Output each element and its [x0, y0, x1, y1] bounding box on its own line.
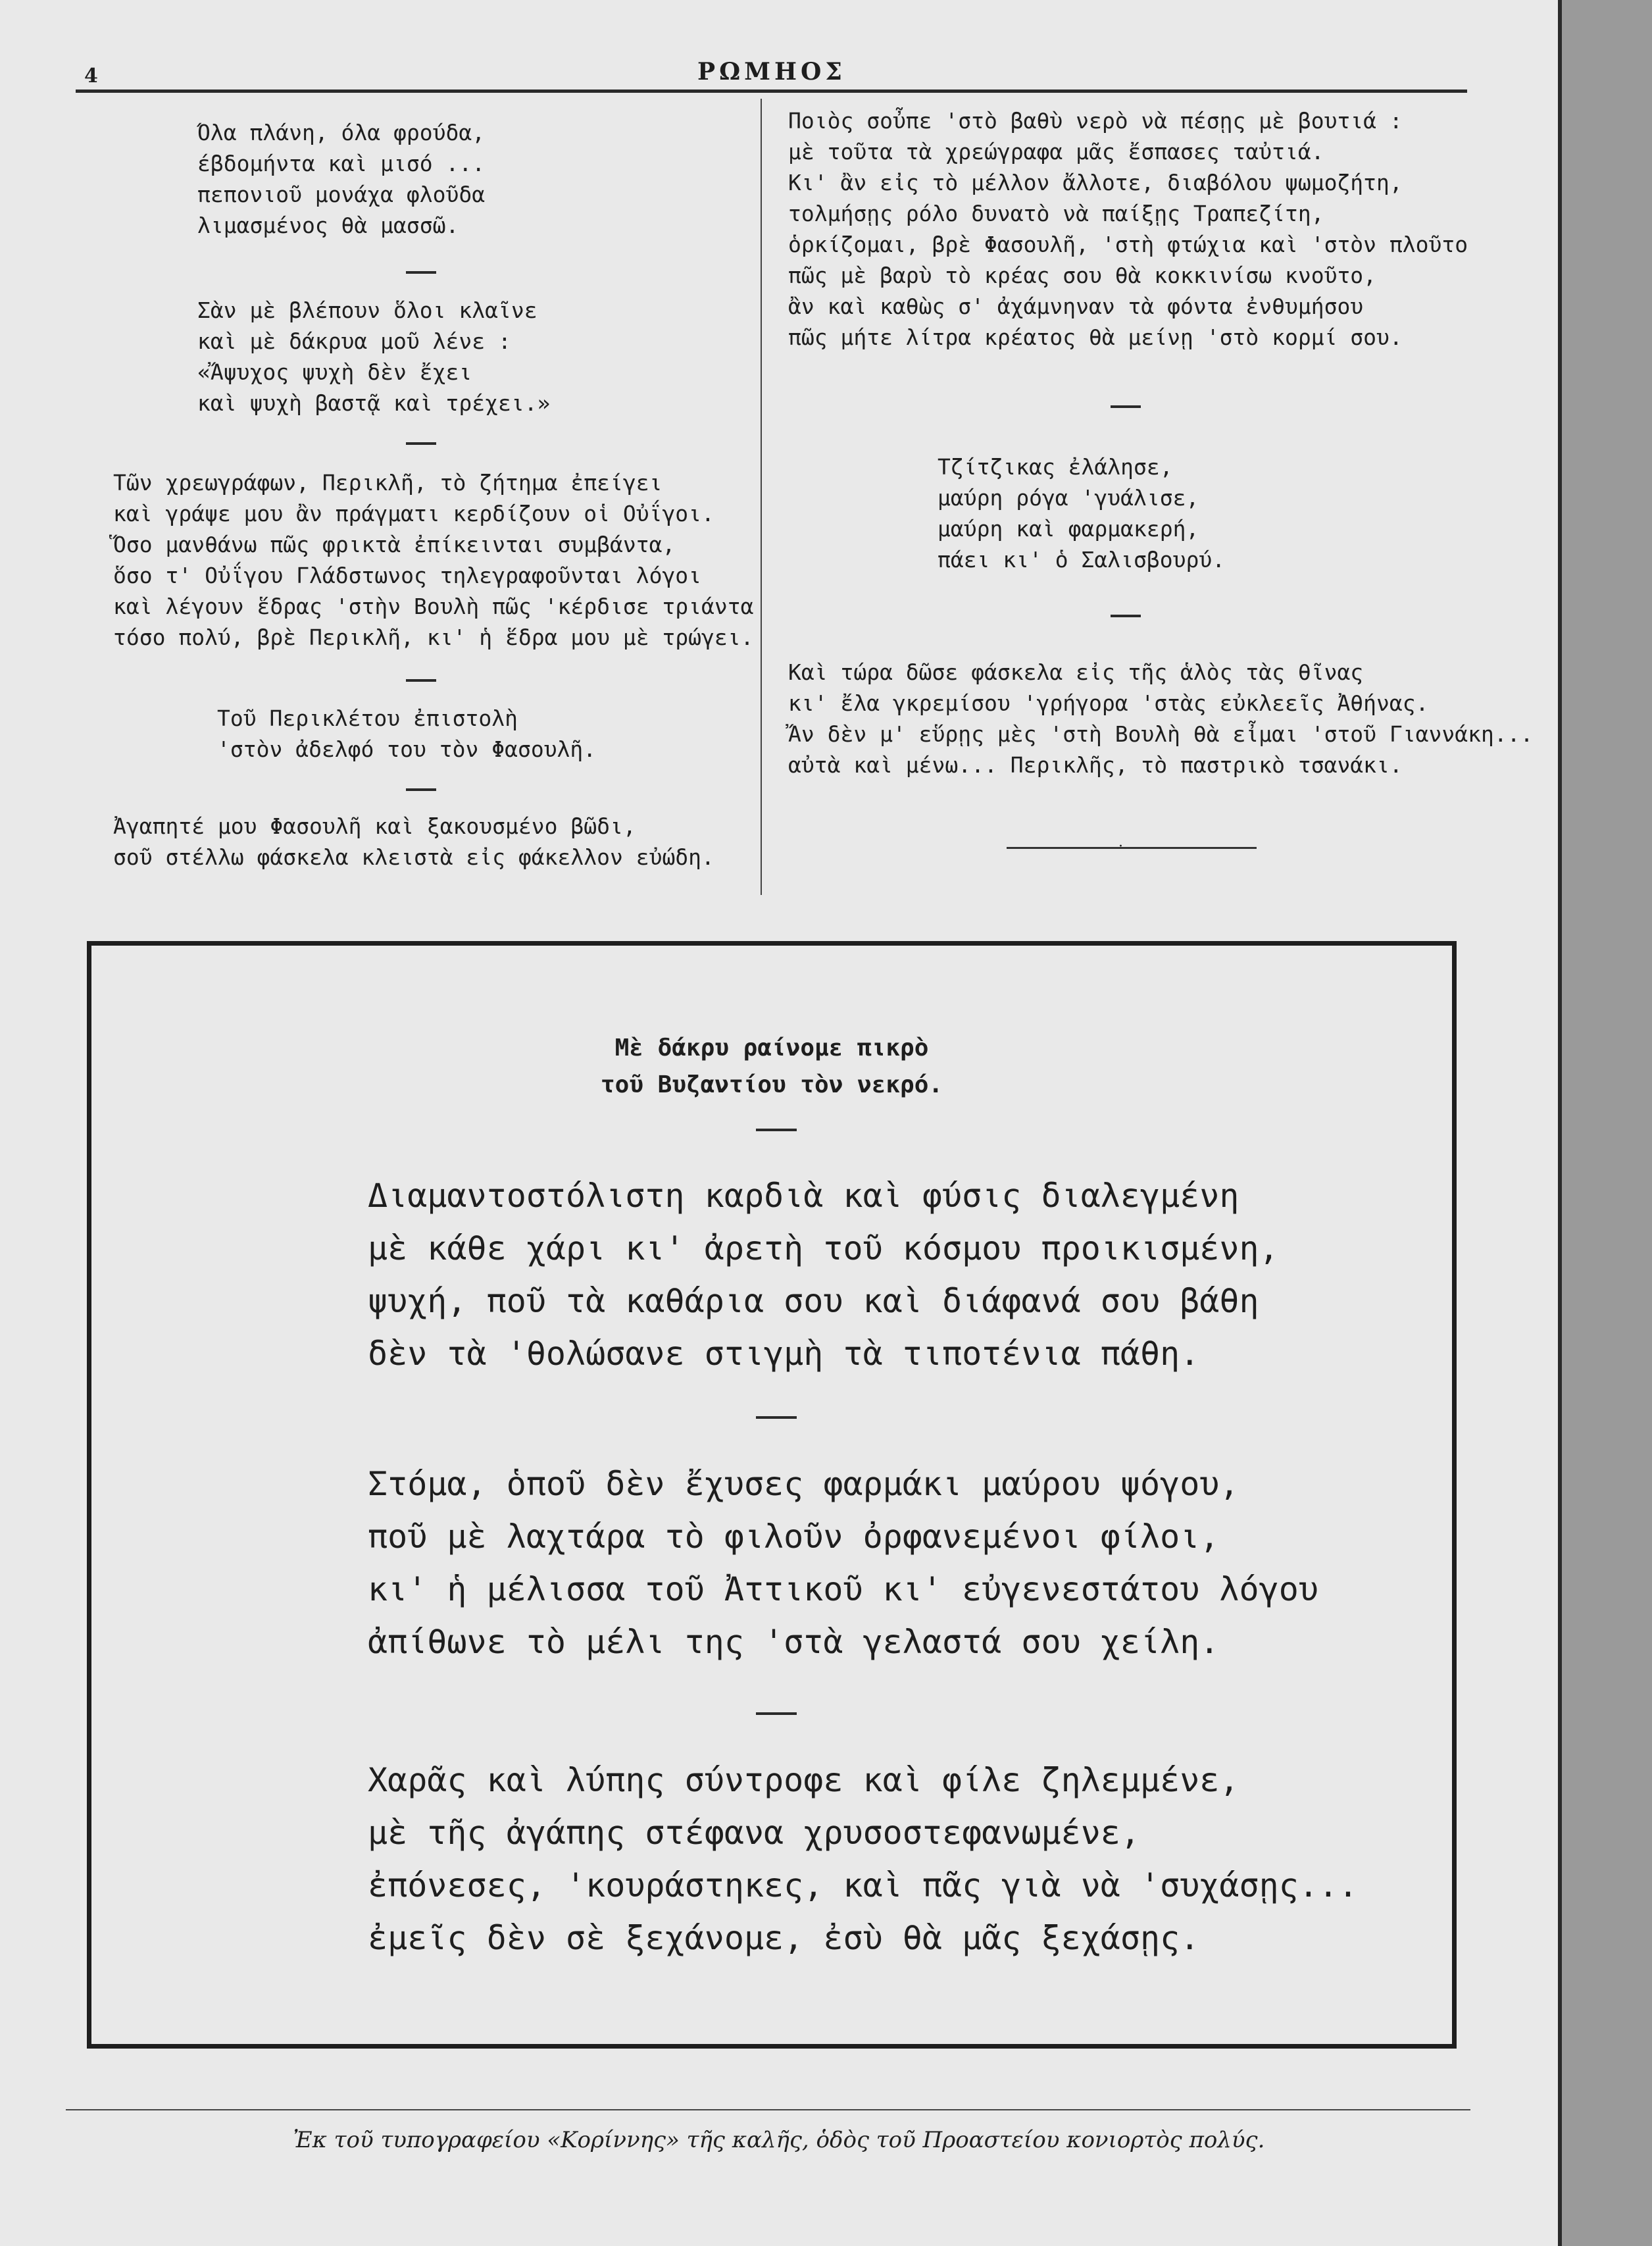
memorial-stanza-1: Διαμαντοστόλιστη καρδιὰ καὶ φύσις διαλεγμένη μὲ κάθε χάρι κι' ἀρετὴ τοῦ κόσμου προικισμένη, ψυχή, ποῦ τὰ καθάρια σου καὶ διάφανά σου βάθη δὲν τὰ 'θολώσανε στιγμὴ τὰ τιποτένια πάθη. — [368, 1177, 1279, 1373]
right-stanza-1: Ποιὸς σοὖπε 'στὸ βαθὺ νερὸ νὰ πέσῃς μὲ βουτιά : μὲ τοῦτα τὰ χρεώγραφα μᾶς ἔσπασες ταὐτιά. Κι' ἂν εἰς τὸ μέλλον ἄλλοτε, διαβόλου ψωμοζήτη, τολμήσῃς ρόλο δυνατὸ νὰ παίξῃς Τραπεζίτη, ὁρκίζομαι, βρὲ Φασουλῆ, 'στὴ φτώχια καὶ 'στὸν πλοῦτο πῶς μὲ βαρὺ τὸ κρέας σου θὰ κοκκινίσω κνοῦτο, ἂν καὶ καθὼς σ' ἀχάμνηναν τὰ φόντα ἐνθυμήσου πῶς μήτε λίτρα κρέατος θὰ μείνῃ 'στὸ κορμί σου. — [788, 108, 1468, 350]
left-stanza-3: Τῶν χρεωγράφων, Περικλῆ, τὸ ζήτημα ἐπείγει καὶ γράψε μου ἂν πράγματι κερδίζουν οἱ Οὐΐγοι. Ὅσο μανθάνω πῶς φρικτὰ ἐπίκεινται συμβάντα, ὅσο τ' Οὐΐγου Γλάδστωνος τηλεγραφοῦνται λόγοι καὶ λέγουν ἕδρας 'στὴν Βουλὴ πῶς 'κέρδισε τριάντα τόσο πολύ, βρὲ Περικλῆ, κι' ἡ ἕδρα μου μὲ τρώγει. — [113, 470, 754, 650]
printer-imprint: Ἐκ τοῦ τυπογραφείου «Κορίννης» τῆς καλῆς, ὁδὸς τοῦ Προαστείου κονιορτὸς πολύς. — [293, 2127, 1265, 2153]
separator-dash — [406, 788, 436, 791]
separator-dash — [406, 679, 436, 682]
adjacent-page-edge — [1558, 0, 1652, 2246]
left-stanza-2: Σὰν μὲ βλέπουν ὅλοι κλαῖνε καὶ μὲ δάκρυα μοῦ λένε : «Ἄψυχος ψυχὴ δὲν ἔχει καὶ ψυχὴ βαστᾷ καὶ τρέχει.» — [197, 297, 551, 416]
left-stanza-4: Ἀγαπητέ μου Φασουλῆ καὶ ξακουσμένο βῶδι, σοῦ στέλλω φάσκελα κλειστὰ εἰς φάκελλον εὐώδη. — [113, 813, 714, 870]
column-divider — [761, 99, 762, 895]
separator-dash — [1111, 405, 1141, 408]
end-ornament-rule — [1007, 847, 1257, 849]
memorial-stanza-2: Στόμα, ὁποῦ δὲν ἔχυσες φαρμάκι μαύρου ψόγου, ποῦ μὲ λαχτάρα τὸ φιλοῦν ὀρφανεμένοι φίλοι, κι' ἡ μέλισσα τοῦ Ἀττικοῦ κι' εὐγενεστάτου λόγου ἀπίθωνε τὸ μέλι της 'στὰ γελαστά σου χείλη. — [368, 1465, 1318, 1661]
separator-dash — [1111, 615, 1141, 617]
memorial-stanza-3: Χαρᾶς καὶ λύπης σύντροφε καὶ φίλε ζηλεμμένε, μὲ τῆς ἀγάπης στέφανα χρυσοστεφανωμένε, ἐπόνεσες, 'κουράστηκες, καὶ πᾶς γιὰ νὰ 'συχάσῃς... ἐμεῖς δὲν σὲ ξεχάνομε, ἐσὺ θὰ μᾶς ξεχάσῃς. — [368, 1761, 1359, 1957]
page-number: 4 — [84, 64, 98, 88]
letter-heading: Τοῦ Περικλέτου ἐπιστολὴ 'στὸν ἀδελφό του τὸν Φασουλῆ. — [217, 705, 597, 762]
memorial-box — [87, 941, 1457, 2049]
header-rule — [76, 89, 1467, 93]
masthead-title: ΡΩΜΗΟΣ — [697, 58, 846, 86]
separator-dash — [756, 1416, 797, 1419]
end-ornament-dot: · — [1118, 838, 1123, 855]
separator-dash — [756, 1129, 797, 1131]
right-stanza-3: Καὶ τώρα δῶσε φάσκελα εἰς τῆς ἁλὸς τὰς θῖνας κι' ἔλα γκρεμίσου 'γρήγορα 'στὰς εὐκλεεῖς Ἀθήνας. Ἄν δὲν μ' εὕρῃς μὲς 'στὴ Βουλὴ θὰ εἶμαι 'στοῦ Γιαννάκη... αὐτὰ καὶ μένω... Περικλῆς, τὸ παστρικὸ τσανάκι. — [788, 659, 1534, 778]
separator-dash — [756, 1712, 797, 1715]
right-stanza-2: Τζίτζικας ἐλάλησε, μαύρη ρόγα 'γυάλισε, μαύρη καὶ φαρμακερή, πάει κι' ὁ Σαλισβουρύ. — [938, 454, 1226, 573]
left-stanza-1: Όλα πλάνη, όλα φρούδα, έβδομήντα καὶ μισό ... πεπονιοῦ μονάχα φλοῦδα λιμασμένος θὰ μασσῶ. — [197, 120, 486, 238]
separator-dash — [406, 442, 436, 445]
separator-dash — [406, 271, 436, 274]
memorial-title: Μὲ δάκρυ ραίνομε πικρὸ τοῦ Βυζαντίου τὸν νεκρό. — [600, 1034, 943, 1098]
footer-rule — [66, 2109, 1470, 2110]
